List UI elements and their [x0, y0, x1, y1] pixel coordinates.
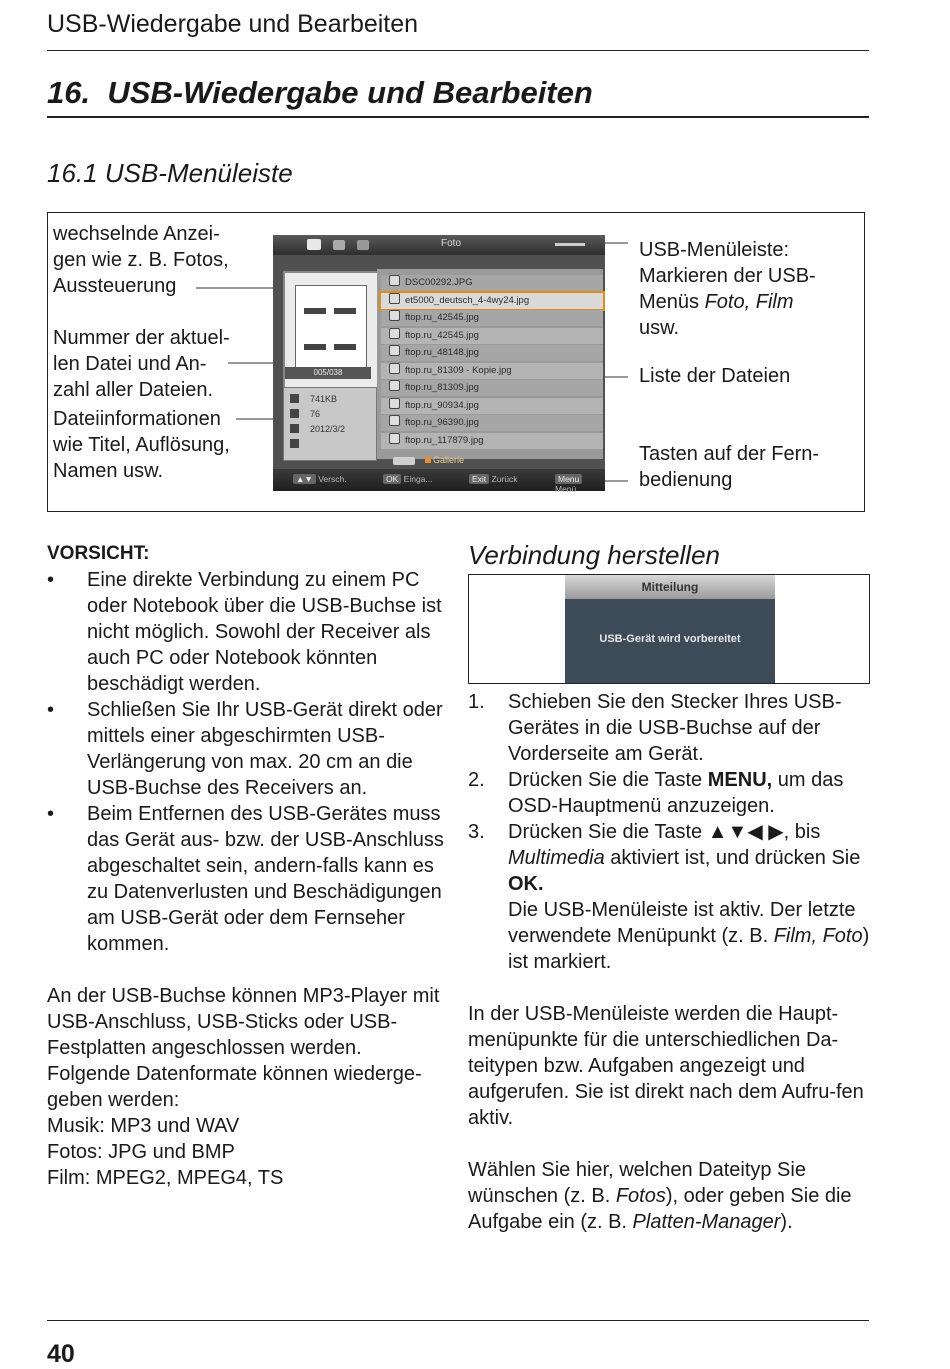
- photo-tab-icon[interactable]: [307, 239, 321, 250]
- file-name: ftop.ru_48148.jpg: [405, 347, 479, 358]
- image-file-icon: [389, 415, 400, 426]
- key-menu: Menu Menü: [555, 474, 605, 494]
- key-exit: Exit Zurück: [469, 474, 518, 484]
- info-size: 741KB: [310, 394, 338, 404]
- chapter-number: 16.: [47, 75, 91, 110]
- caution-item: • Beim Entfernen des USB-Gerätes muss das Gerät aus- bzw. der USB-Anschluss abgeschaltet sein, andern-falls kann es zu Datenverlusten und Beschädigungen am USB-Gerät oder dem Fernseher kommen.: [47, 801, 447, 957]
- message-dialog: [565, 575, 775, 683]
- formats-music: Musik: MP3 und WAV: [47, 1115, 240, 1137]
- menu-bar: [273, 235, 605, 255]
- image-file-icon: [389, 293, 400, 304]
- file-name: ftop.ru_81309.jpg: [405, 382, 479, 393]
- image-file-icon: [389, 398, 400, 409]
- file-counter: 005/038: [285, 367, 371, 379]
- gallery-label[interactable]: Gallerie: [425, 455, 464, 465]
- file-name: ftop.ru_96390.jpg: [405, 417, 479, 428]
- step-2: 2. Drücken Sie die Taste MENU, um das OSD-Hauptmenü anzuzeigen.: [468, 769, 844, 817]
- file-name: ftop.ru_90934.jpg: [405, 399, 479, 411]
- label-file-info: Dateiinformationen wie Titel, Auflösung, Namen usw.: [53, 408, 230, 482]
- image-file-icon: [389, 328, 400, 339]
- file-list-item[interactable]: [381, 398, 603, 414]
- file-name: et5000_deutsch_4-4wy24.jpg: [405, 294, 530, 306]
- file-list-item[interactable]: [381, 415, 603, 431]
- connect-heading: Verbindung herstellen: [468, 540, 720, 570]
- file-list-item[interactable]: [381, 433, 603, 449]
- chapter-rule: [47, 116, 869, 118]
- connect-steps: [468, 689, 870, 975]
- footer-rule: [47, 1320, 869, 1321]
- image-file-icon: [389, 310, 400, 321]
- file-list-item[interactable]: [381, 275, 603, 291]
- dialog-message: USB-Gerät wird vorbereitet: [599, 633, 741, 645]
- caution-block: [47, 541, 447, 957]
- image-file-icon: [389, 380, 400, 391]
- file-info-panel: [283, 387, 377, 461]
- scroll-down-icon[interactable]: [393, 457, 415, 465]
- remote-key-bar: [273, 469, 605, 494]
- label-remote-keys: Tasten auf der Fern- bedienung: [639, 443, 820, 491]
- running-header: USB-Wiedergabe und Bearbeiten: [47, 10, 419, 38]
- caution-item: • Eine direkte Verbindung zu einem PC oder Notebook über die USB-Buchse ist nicht möglich. Sowohl der Receiver als auch PC oder Notebook könnten beschädigt werden.: [47, 567, 447, 697]
- file-name: ftop.ru_81309 - Kopie.jpg: [405, 364, 512, 376]
- usb-menubar-figure: [47, 212, 865, 512]
- label-file-list: Liste der Dateien: [639, 365, 791, 387]
- formats-block: [47, 983, 447, 1191]
- film-tab-icon[interactable]: [333, 240, 345, 250]
- preview-document-icon: [295, 285, 367, 377]
- key-ok: OK Einga...: [383, 474, 432, 484]
- arrow-keys-icon: ▲▼◀ ▶: [707, 821, 784, 843]
- key-move: ▲▼ Versch.: [293, 474, 347, 484]
- caution-title: VORSICHT:: [47, 543, 150, 564]
- usb-menu-screenshot: [273, 235, 605, 494]
- header-rule: [47, 50, 869, 51]
- info-dimension: 76: [310, 409, 321, 419]
- file-list-item[interactable]: [381, 328, 603, 344]
- file-list-item[interactable]: [381, 380, 603, 396]
- page-number: 40: [47, 1340, 75, 1368]
- info-icons: [290, 394, 300, 454]
- file-name: ftop.ru_42545.jpg: [405, 312, 479, 323]
- image-file-icon: [389, 275, 400, 286]
- label-menubar: USB-Menüleiste: Markieren der USB- Menüs Foto, Film usw.: [639, 239, 816, 339]
- file-list-item[interactable]: [381, 310, 603, 326]
- step-3: 3. Drücken Sie die Taste ▲▼◀ ▶, bis Multimedia aktiviert ist, und drücken Sie OK. Die USB-Menüleiste ist aktiv. Der letzte verwendete Menüpunkt (z. B. Film, Foto) ist markiert.: [468, 821, 870, 973]
- progress-indicator: [555, 243, 585, 246]
- image-file-icon: [389, 345, 400, 356]
- formats-photos: Fotos: JPG und BMP: [47, 1141, 235, 1163]
- chapter-title: USB-Wiedergabe und Bearbeiten: [107, 75, 593, 110]
- formats-film: Film: MPEG2, MPEG4, TS: [47, 1167, 284, 1189]
- music-tab-icon[interactable]: [357, 240, 369, 250]
- section-heading: 16.1 USB-Menüleiste: [47, 158, 293, 188]
- connect-figure: [468, 574, 870, 684]
- file-name: ftop.ru_42545.jpg: [405, 329, 479, 341]
- label-file-counter: Nummer der aktuel- len Datei und An- zahl aller Dateien.: [53, 327, 230, 401]
- formats-intro: An der USB-Buchse können MP3-Player mit USB-Anschluss, USB-Sticks oder USB-Festplatten angeschlossen werden. Folgende Datenformate können wiederge-geben werden:: [47, 985, 440, 1111]
- dialog-title: Mitteilung: [565, 575, 775, 599]
- caution-item: • Schließen Sie Ihr USB-Gerät direkt oder mittels einer abgeschirmten USB-Verlängerung von max. 20 cm an die USB-Buchse des Receivers an.: [47, 697, 447, 801]
- select-paragraph: Wählen Sie hier, welchen Dateityp Sie wünschen (z. B. Fotos), oder geben Sie die Aufgabe ein (z. B. Platten-Manager).: [468, 1159, 852, 1233]
- chapter-heading: [47, 75, 593, 111]
- step-1: 1. Schieben Sie den Stecker Ihres USB-Gerätes in die USB-Buchse auf der Vorderseite am Gerät.: [468, 691, 842, 765]
- caution-list: [47, 567, 447, 957]
- label-changing-displays: wechselnde Anzei- gen wie z. B. Fotos, Aussteuerung: [53, 223, 229, 297]
- file-name: ftop.ru_117879.jpg: [405, 434, 484, 446]
- info-date: 2012/3/2: [310, 424, 346, 434]
- menubar-paragraph: In der USB-Menüleiste werden die Haupt-menüpunkte für die unterschiedlichen Da-teitypen bzw. Aufgaben angezeigt und aufgerufen. Sie ist direkt nach dem Aufru-fen aktiv.: [468, 1003, 864, 1129]
- file-list-item[interactable]: [381, 293, 603, 309]
- image-file-icon: [389, 433, 400, 444]
- file-list-item[interactable]: [381, 363, 603, 379]
- image-file-icon: [389, 363, 400, 374]
- menu-bar-title: Foto: [441, 238, 462, 249]
- info-values: [310, 392, 345, 437]
- file-list-item[interactable]: [381, 345, 603, 361]
- file-name: DSC00292.JPG: [405, 277, 473, 288]
